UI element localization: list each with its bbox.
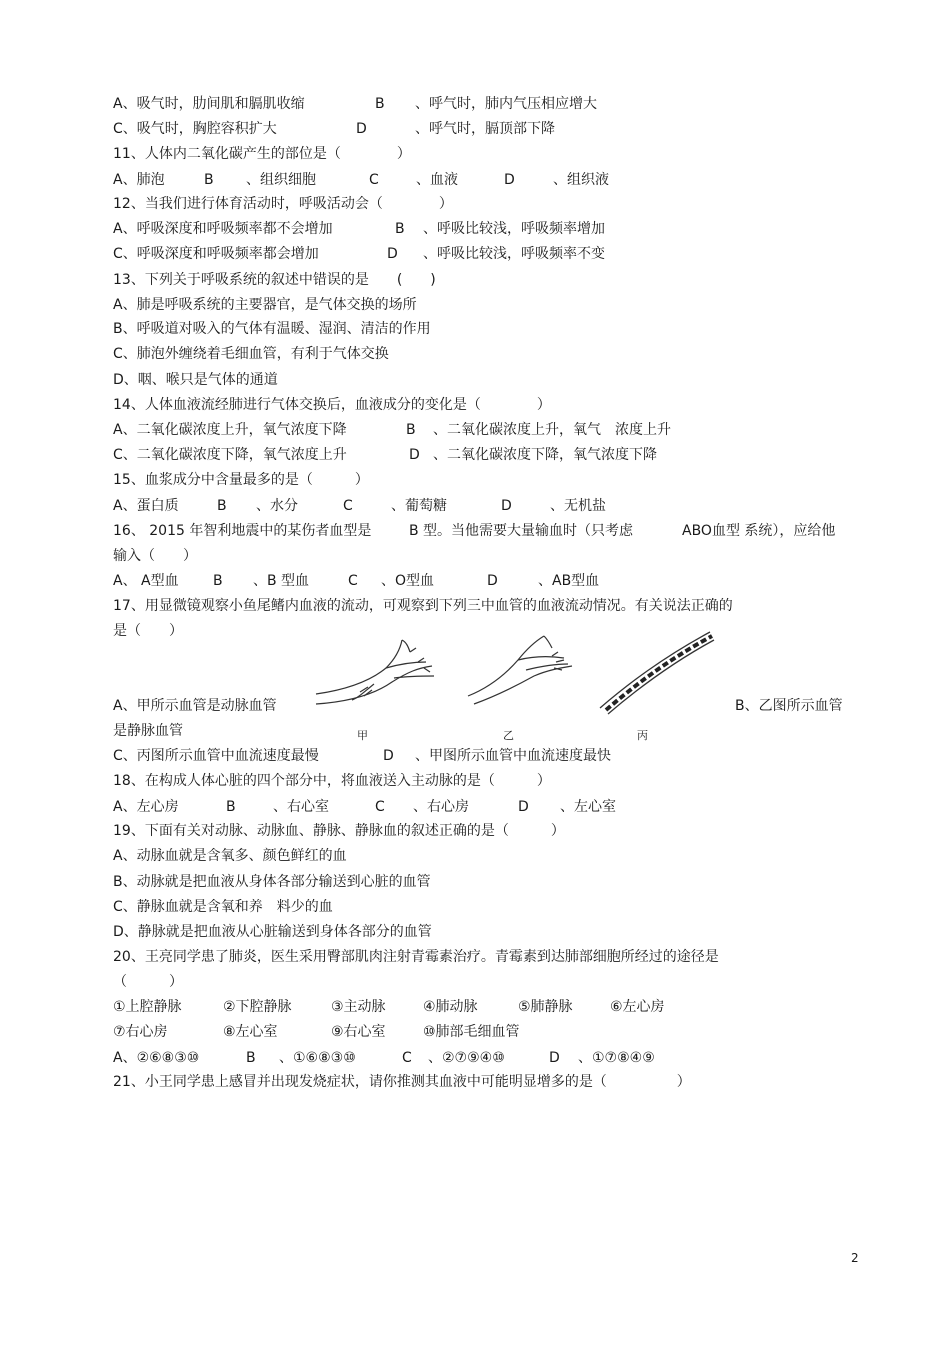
q20-item-3: ③主动脉 [331,999,386,1015]
q13-option-c: C、肺泡外缠绕着毛细血管，有利于气体交换 [113,346,389,362]
q20-item-10: ⑩肺部毛细血管 [423,1024,520,1040]
q15-option-c: 、葡萄糖 [391,498,447,514]
q18-option-a: A、左心房 [113,799,179,815]
q15-option-d: 、无机盐 [550,498,606,514]
q18-option-c: 、右心房 [413,799,469,815]
q11-option-c-letter: C [369,172,379,188]
q20-item-5: ⑤肺静脉 [518,999,573,1015]
q19-option-c: C、静脉血就是含氧和养 料少的血 [113,899,333,915]
q11-option-d-letter: D [504,172,515,188]
q16-option-d: 、AB型血 [538,573,600,589]
figure-yi-vessel [464,630,576,722]
figure-bing-vessel [598,628,716,718]
q16-option-c-letter: C [348,573,358,589]
q11-option-d: 、组织液 [553,172,609,188]
q15-stem: 15、血浆成分中含量最多的是（ ） [113,472,369,488]
q17-option-c: C、丙图所示血管中血流速度最慢 [113,748,319,764]
q13-option-a: A、肺是呼吸系统的主要器官，是气体交换的场所 [113,297,417,313]
q19-stem: 19、下面有关对动脉、动脉血、静脉、静脉血的叙述正确的是（ ） [113,823,565,839]
q20-option-c: 、②⑦⑨④⑩ [428,1050,505,1066]
q11-option-b-letter: B [204,172,214,188]
q20-item-8: ⑧左心室 [223,1024,278,1040]
q10-option-b-letter: B [375,96,385,112]
figure-bing-label: 丙 [637,729,648,742]
q20-option-b-letter: B [246,1050,256,1066]
q16-option-a: A、 A型血 [113,573,179,589]
q21-stem: 21、小王同学患上感冒并出现发烧症状，请你推测其血液中可能明显增多的是（ ） [113,1074,691,1090]
q20-option-d: 、①⑦⑧④⑨ [578,1050,655,1066]
q12-option-d: 、呼吸比较浅，呼吸频率不变 [423,246,605,262]
q10-option-b: 、呼气时，肺内气压相应增大 [415,96,597,112]
q17-option-a: A、甲所示血管是动脉血管 [113,698,277,714]
q11-stem: 11、人体内二氧化碳产生的部位是（ ） [113,146,411,162]
q10-option-d-letter: D [356,121,367,137]
q18-option-d-letter: D [518,799,529,815]
q20-item-9: ⑨右心室 [331,1024,386,1040]
q16-option-c: 、O型血 [381,573,435,589]
q20-option-d-letter: D [549,1050,560,1066]
q16-option-b: 、B 型血 [253,573,310,589]
q16-option-b-letter: B [213,573,223,589]
q15-option-c-letter: C [343,498,353,514]
q16-option-d-letter: D [487,573,498,589]
q12-option-c: C、呼吸深度和呼吸频率都会增加 [113,246,319,262]
q11-option-b: 、组织细胞 [246,172,316,188]
q15-option-b-letter: B [217,498,227,514]
q18-option-d: 、左心室 [560,799,616,815]
q10-option-d: 、呼气时，膈顶部下降 [415,121,555,137]
q20-item-7: ⑦右心房 [113,1024,168,1040]
q18-option-b: 、右心室 [273,799,329,815]
q14-option-b: 、二氧化碳浓度上升，氧气 浓度上升 [433,422,671,438]
q18-stem: 18、在构成人体心脏的四个部分中，将血液送入主动脉的是（ ） [113,773,551,789]
q13-option-b: B、呼吸道对吸入的气体有温暖、湿润、清洁的作用 [113,321,431,337]
q16-stem-part1: 16、 2015 年智利地震中的某伤者血型是 [113,523,372,539]
q20-item-4: ④肺动脉 [423,999,478,1015]
q18-option-b-letter: B [226,799,236,815]
q14-option-c: C、二氧化碳浓度下降，氧气浓度上升 [113,447,347,463]
q17-stem-line2: 是（ ） [113,623,183,639]
q16-stem-line2: 输入（ ） [113,548,197,564]
q19-option-a: A、动脉血就是含氧多、颜色鲜红的血 [113,848,347,864]
q17-stem: 17、用显微镜观察小鱼尾鳍内血液的流动，可观察到下列三中血管的血液流动情况。有关说法正确的 [113,598,733,614]
q14-option-b-letter: B [406,422,416,438]
figure-jia-vessel [314,632,446,728]
q20-item-6: ⑥左心房 [610,999,665,1015]
q17-option-d-letter: D [383,748,394,764]
q10-option-a: A、吸气时，肋间肌和膈肌收缩 [113,96,305,112]
q20-option-b: 、①⑥⑧③⑩ [279,1050,356,1066]
q11-option-a: A、肺泡 [113,172,165,188]
q12-stem: 12、当我们进行体育活动时，呼吸活动会（ ） [113,196,453,212]
q16-stem-part3: ABO血型 系统），应给他 [682,523,836,539]
q14-option-a: A、二氧化碳浓度上升，氧气浓度下降 [113,422,347,438]
q12-option-a: A、呼吸深度和呼吸频率都不会增加 [113,221,333,237]
q13-stem: 13、下列关于呼吸系统的叙述中错误的是 ( ) [113,272,436,288]
q15-option-d-letter: D [501,498,512,514]
q17-option-b: B、乙图所示血管 [735,698,843,714]
q17-option-d: 、甲图所示血管中血流速度最快 [415,748,611,764]
q11-option-c: 、血液 [416,172,458,188]
q19-option-d: D、静脉就是把血液从心脏输送到身体各部分的血管 [113,924,432,940]
q12-option-d-letter: D [387,246,398,262]
page-number: 2 [851,1251,859,1265]
figure-yi-label: 乙 [503,729,514,742]
q14-stem: 14、人体血液流经肺进行气体交换后，血液成分的变化是（ ） [113,397,551,413]
q12-option-b-letter: B [395,221,405,237]
q15-option-b: 、水分 [256,498,298,514]
q20-stem-line2: （ ） [113,974,183,990]
q12-option-b: 、呼吸比较浅，呼吸频率增加 [423,221,605,237]
q15-option-a: A、蛋白质 [113,498,179,514]
q20-item-1: ①上腔静脉 [113,999,182,1015]
q10-option-c: C、吸气时，胸腔容积扩大 [113,121,277,137]
q19-option-b: B、动脉就是把血液从身体各部分输送到心脏的血管 [113,874,431,890]
q14-option-d-letter: D [409,447,420,463]
q20-option-a: A、②⑥⑧③⑩ [113,1050,200,1066]
q18-option-c-letter: C [375,799,385,815]
q17-option-b-cont: 是静脉血管 [113,723,183,739]
q13-option-d: D、咽、喉只是气体的通道 [113,372,278,388]
q20-stem: 20、王亮同学患了肺炎，医生采用臀部肌肉注射青霉素治疗。青霉素到达肺部细胞所经过的途径是 [113,949,719,965]
q20-option-c-letter: C [402,1050,412,1066]
figure-jia-label: 甲 [357,729,368,742]
q14-option-d: 、二氧化碳浓度下降，氧气浓度下降 [433,447,657,463]
q16-stem-part2: B 型。当他需要大量输血时（只考虑 [409,523,634,539]
q20-item-2: ②下腔静脉 [223,999,292,1015]
